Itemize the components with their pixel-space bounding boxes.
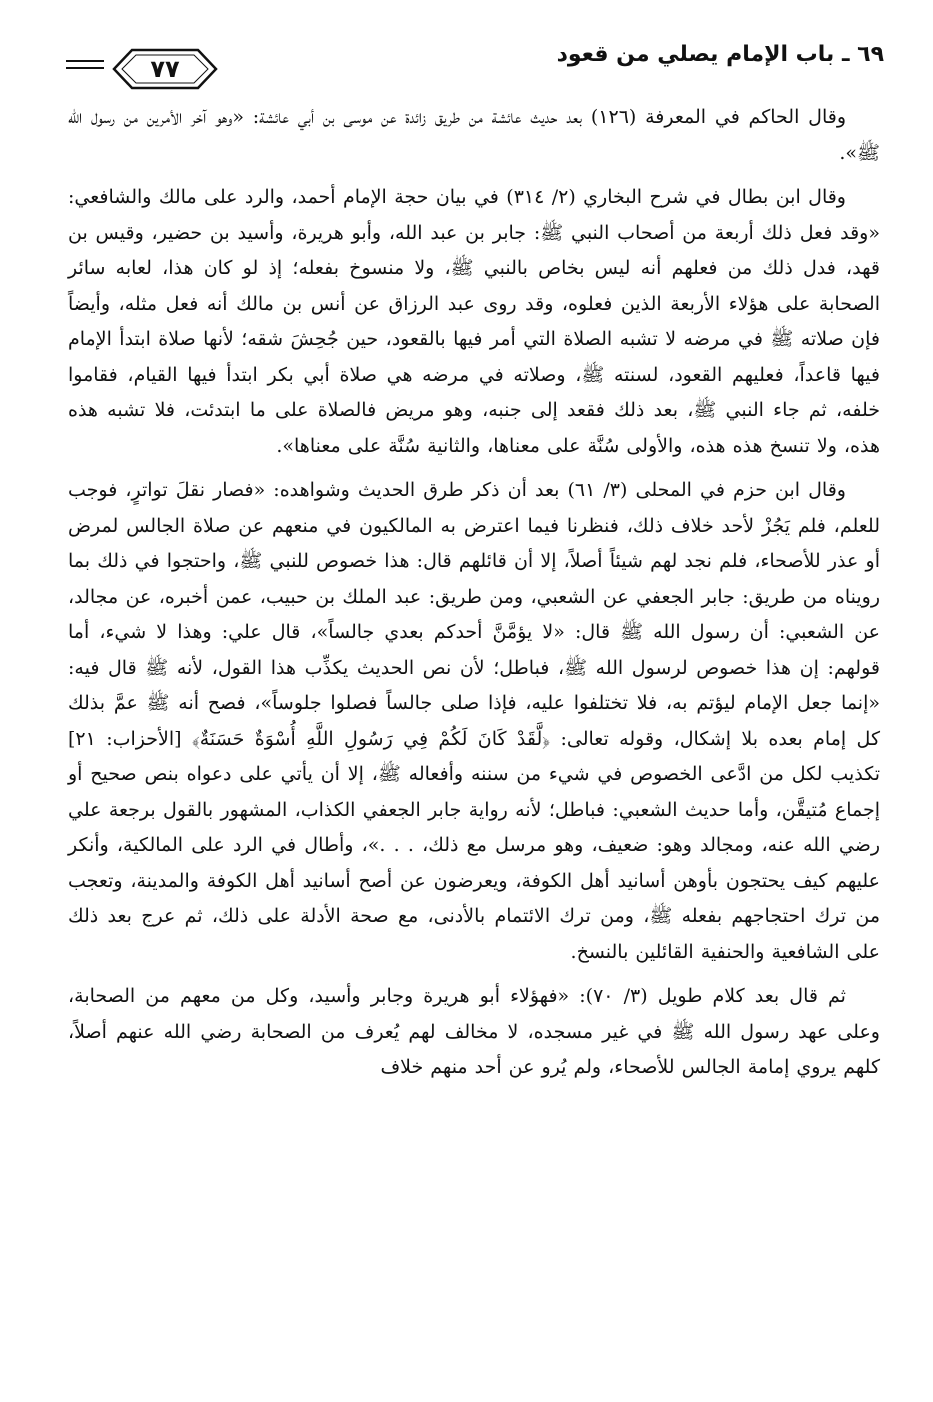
page-body — [68, 100, 880, 1086]
header-rule-icon — [66, 60, 104, 72]
page-number-badge — [110, 46, 220, 92]
chapter-title: ٦٩ ـ باب الإمام يصلي من قعود — [556, 42, 884, 67]
paragraph-hakim: وقال الحاكم في المعرفة (١٢٦) بعد حديث عائشة من طريق زائدة عن موسى بن أبي عائشة: «وهو آخر الأمرين من رسول الله ﷺ». — [68, 106, 880, 164]
page-header — [66, 36, 884, 98]
paragraph-ibn-battal: وقال ابن بطال في شرح البخاري (٢/ ٣١٤) في بيان حجة الإمام أحمد، والرد على مالك والشافعي: «وقد فعل ذلك أربعة من أصحاب النبي ﷺ: جابر بن عبد الله، وأبو هريرة، وأسيد بن حضير، وقيس بن قهد، فدل ذلك من فعلهم أنه ليس بخاص بالنبي ﷺ، ولا منسوخ بفعله؛ إذ لو كان هذا، لعابه سائر الصحابة على هؤلاء الأربعة الذين فعلوه، وقد روى عبد الرزاق عن أنس بن مالك أنه فعل مثله، وأيضاً فإن صلاته ﷺ في مرضه لا تشبه الصلاة التي أمر فيها بالقعود، حين جُحِشَ شقه؛ لأنها صلاة ابتدأ الإمام فيها قاعداً، فعليهم القعود، لسنته ﷺ، وصلاته في مرضه هي صلاة أبي بكر ابتدأ فيها القيام، فقاموا خلفه، ثم جاء النبي ﷺ، بعد ذلك فقعد إلى جنبه، وهو مريض فالصلاة على ما ابتدئت، فلا تشبه هذه هذه، ولا تنسخ هذه هذه، والأولى سُنَّة على معناها، والثانية سُنَّة على معناها». — [68, 186, 880, 457]
page-number: ٧٧ — [150, 55, 180, 83]
paragraph-ibn-hazm: وقال ابن حزم في المحلى (٣/ ٦١) بعد أن ذكر طرق الحديث وشواهده: «فصار نقلَ تواترٍ، فوجب للعلم، فلم يَجُزْ لأحد خلاف ذلك، فنظرنا فيما اعترض به المالكيون في منعهم عن صلاة الجالس لمرض أو عذر للأصحاء، فلم نجد لهم شيئاً أصلاً، إلا أن قائلهم قال: هذا خصوص للنبي ﷺ، واحتجوا في ذلك بما رويناه من طريق: جابر الجعفي عن الشعبي، ومن طريق: عبد الملك بن حبيب، عمن أخبره، عن مجالد، عن الشعبي: أن رسول الله ﷺ قال: «لا يؤمَّنَّ أحدكم بعدي جالساً»، قال علي: وهذا لا شيء، أما قولهم: إن هذا خصوص لرسول الله ﷺ، فباطل؛ لأن نص الحديث يكذِّب هذا القول، لأنه ﷺ قال فيه: «إنما جعل الإمام ليؤتم به، فلا تختلفوا عليه، فإذا صلى جالساً فصلوا جلوساً»، فصح أنه ﷺ عمَّ بذلك كل إمام بعده بلا إشكال، وقوله تعالى: ﴿لَّقَدْ كَانَ لَكُمْ فِي رَسُولِ اللَّهِ أُسْوَةٌ حَسَنَةٌ﴾ [الأحزاب: ٢١] تكذيب لكل من ادَّعى الخصوص في شيء من سننه وأفعاله ﷺ، إلا أن يأتي على دعواه بنص صحيح أو إجماع مُتيقَّن، وأما حديث الشعبي: فباطل؛ لأنه رواية جابر الجعفي الكذاب، المشهور بالقول برجعة علي رضي الله عنه، ومجالد وهو: ضعيف، وهو مرسل مع ذلك، . . .»، وأطال في الرد على المالكية، وأنكر عليهم كيف يحتجون بأوهن أسانيد أهل الكوفة، ويعرضون عن أصح أسانيد أهل الكوفة والمدينة، وتعجب من ترك احتجاجهم بفعله ﷺ، ومن ترك الائتمام بالأدنى، مع صحة الأدلة على ذلك، ثم عرج بعد ذلك على الشافعية والحنفية القائلين بالنسخ. — [68, 479, 880, 963]
paragraph-continuation: ثم قال بعد كلام طويل (٣/ ٧٠): «فهؤلاء أبو هريرة وجابر وأسيد، وكل من معهم من الصحابة، وعلى عهد رسول الله ﷺ في غير مسجده، لا مخالف لهم يُعرف من الصحابة رضي الله عنهم أصلاً، كلهم يروي إمامة الجالس للأصحاء، ولم يُرو عن أحد منهم خلاف — [68, 985, 880, 1078]
